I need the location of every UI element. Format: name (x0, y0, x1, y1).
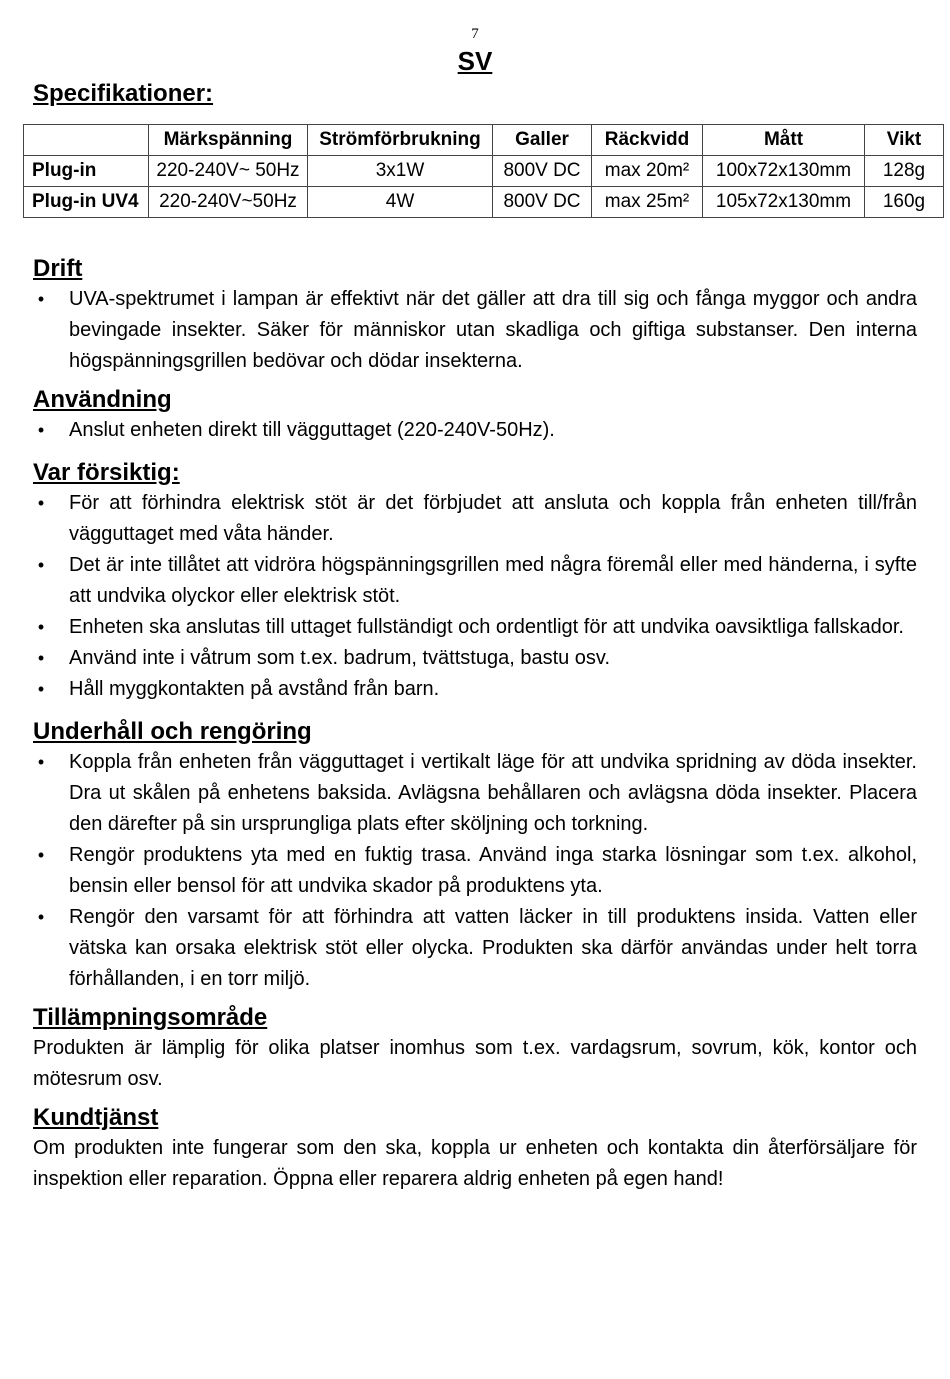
section-kundtjanst (33, 1103, 917, 1195)
section-heading: Användning (33, 386, 172, 413)
spec-cell: 160g (865, 187, 944, 218)
language-code: SV (457, 46, 493, 76)
section-text: Om produkten inte fungerar som den ska, koppla ur enheten och kontakta din återförsäljare för inspektion eller reparation. Öppna eller reparera aldrig enheten på egen hand! (33, 1137, 917, 1190)
list-item-text: Det är inte tillåtet att vidröra högspänningsgrillen med några föremål eller med händerna, i syfte att undvika olyckor eller elektrisk stöt. (69, 554, 917, 607)
list-item-text: Håll myggkontakten på avstånd från barn. (69, 678, 440, 700)
table-row (24, 156, 944, 187)
list-item (33, 674, 917, 705)
bullet-icon: • (37, 907, 45, 927)
list-item-text: Rengör produktens yta med en fuktig trasa. Använd inga starka lösningar som t.ex. alkohol, bensin eller bensol för att undvika skador på produktens yta. (69, 844, 917, 897)
bullet-icon: • (37, 752, 45, 772)
bullet-icon: • (37, 617, 45, 637)
bullet-icon: • (37, 679, 45, 699)
section-anvandning (33, 385, 917, 446)
bullet-list (33, 488, 917, 705)
bullet-icon: • (37, 493, 45, 513)
list-item (33, 747, 917, 840)
bullet-icon: • (37, 555, 45, 575)
list-item-text: Använd inte i våtrum som t.ex. badrum, tvättstuga, bastu osv. (69, 647, 610, 669)
list-item (33, 415, 917, 446)
section-underhall (33, 717, 917, 995)
spec-cell: max 20m² (592, 156, 703, 187)
spec-title: Specifikationer: (33, 80, 214, 107)
spec-cell: 220-240V~ 50Hz (149, 156, 308, 187)
spec-header-cell (24, 125, 149, 156)
spec-header-cell: Strömförbrukning (308, 125, 493, 156)
table-row (24, 187, 944, 218)
spec-row-label: Plug-in UV4 (24, 187, 149, 218)
page-number: 7 (471, 26, 479, 42)
section-text: Produkten är lämplig för olika platser inomhus som t.ex. vardagsrum, sovrum, kök, kontor och mötesrum osv. (33, 1037, 917, 1090)
list-item-text: Koppla från enheten från vägguttaget i vertikalt läge för att undvika spridning av döda insekter. Dra ut skålen på enhetens baksida. Avlägsna behållaren och avlägsna döda insekter. Placera den därefter på sin ursprungliga plats efter sköljning och torkning. (69, 751, 917, 835)
list-item (33, 840, 917, 902)
section-drift (33, 254, 917, 377)
list-item (33, 902, 917, 995)
section-heading: Underhåll och rengöring (33, 718, 312, 745)
bullet-icon: • (37, 420, 45, 440)
list-item-text: Anslut enheten direkt till vägguttaget (220-240V-50Hz). (69, 419, 555, 441)
list-item-text: Enheten ska anslutas till uttaget fullständigt och ordentligt för att undvika oavsiktliga fallskador. (69, 616, 904, 638)
spec-row-label: Plug-in (24, 156, 149, 187)
section-heading: Drift (33, 255, 83, 282)
list-item-text: För att förhindra elektrisk stöt är det förbjudet att ansluta och koppla från enheten till/från vägguttaget med våta händer. (69, 492, 917, 545)
spec-cell: 128g (865, 156, 944, 187)
spec-cell: 220-240V~50Hz (149, 187, 308, 218)
list-item (33, 488, 917, 550)
spec-cell: 3x1W (308, 156, 493, 187)
spec-cell: 800V DC (493, 187, 592, 218)
list-item (33, 612, 917, 643)
section-forsiktig (33, 458, 917, 705)
spec-cell: 100x72x130mm (703, 156, 865, 187)
spec-table (23, 124, 944, 218)
document-body (33, 254, 917, 1203)
spec-header-cell: Galler (493, 125, 592, 156)
spec-header-row (24, 125, 944, 156)
spec-header-cell: Mått (703, 125, 865, 156)
section-heading: Kundtjänst (33, 1104, 159, 1131)
list-item (33, 550, 917, 612)
section-heading: Var försiktig: (33, 459, 180, 486)
bullet-icon: • (37, 289, 45, 309)
section-tillampning (33, 1003, 917, 1095)
bullet-list (33, 284, 917, 377)
spec-cell: 800V DC (493, 156, 592, 187)
spec-header-cell: Vikt (865, 125, 944, 156)
list-item-text: Rengör den varsamt för att förhindra att vatten läcker in till produktens insida. Vatten eller vätska kan orsaka elektrisk stöt eller olycka. Produkten ska därför användas under helt torra förhållanden, i en torr miljö. (69, 906, 917, 990)
spec-header-cell: Räckvidd (592, 125, 703, 156)
list-item (33, 643, 917, 674)
section-heading: Tillämpningsområde (33, 1004, 268, 1031)
bullet-icon: • (37, 648, 45, 668)
list-item (33, 284, 917, 377)
spec-cell: 105x72x130mm (703, 187, 865, 218)
spec-cell: 4W (308, 187, 493, 218)
bullet-list (33, 747, 917, 995)
spec-header-cell: Märkspänning (149, 125, 308, 156)
bullet-icon: • (37, 845, 45, 865)
bullet-list (33, 415, 917, 446)
list-item-text: UVA-spektrumet i lampan är effektivt när det gäller att dra till sig och fånga myggor och andra bevingade insekter. Säker för människor utan skadliga och giftiga substanser. Den interna högspänningsgrillen bedövar och dödar insekterna. (69, 288, 917, 372)
spec-cell: max 25m² (592, 187, 703, 218)
